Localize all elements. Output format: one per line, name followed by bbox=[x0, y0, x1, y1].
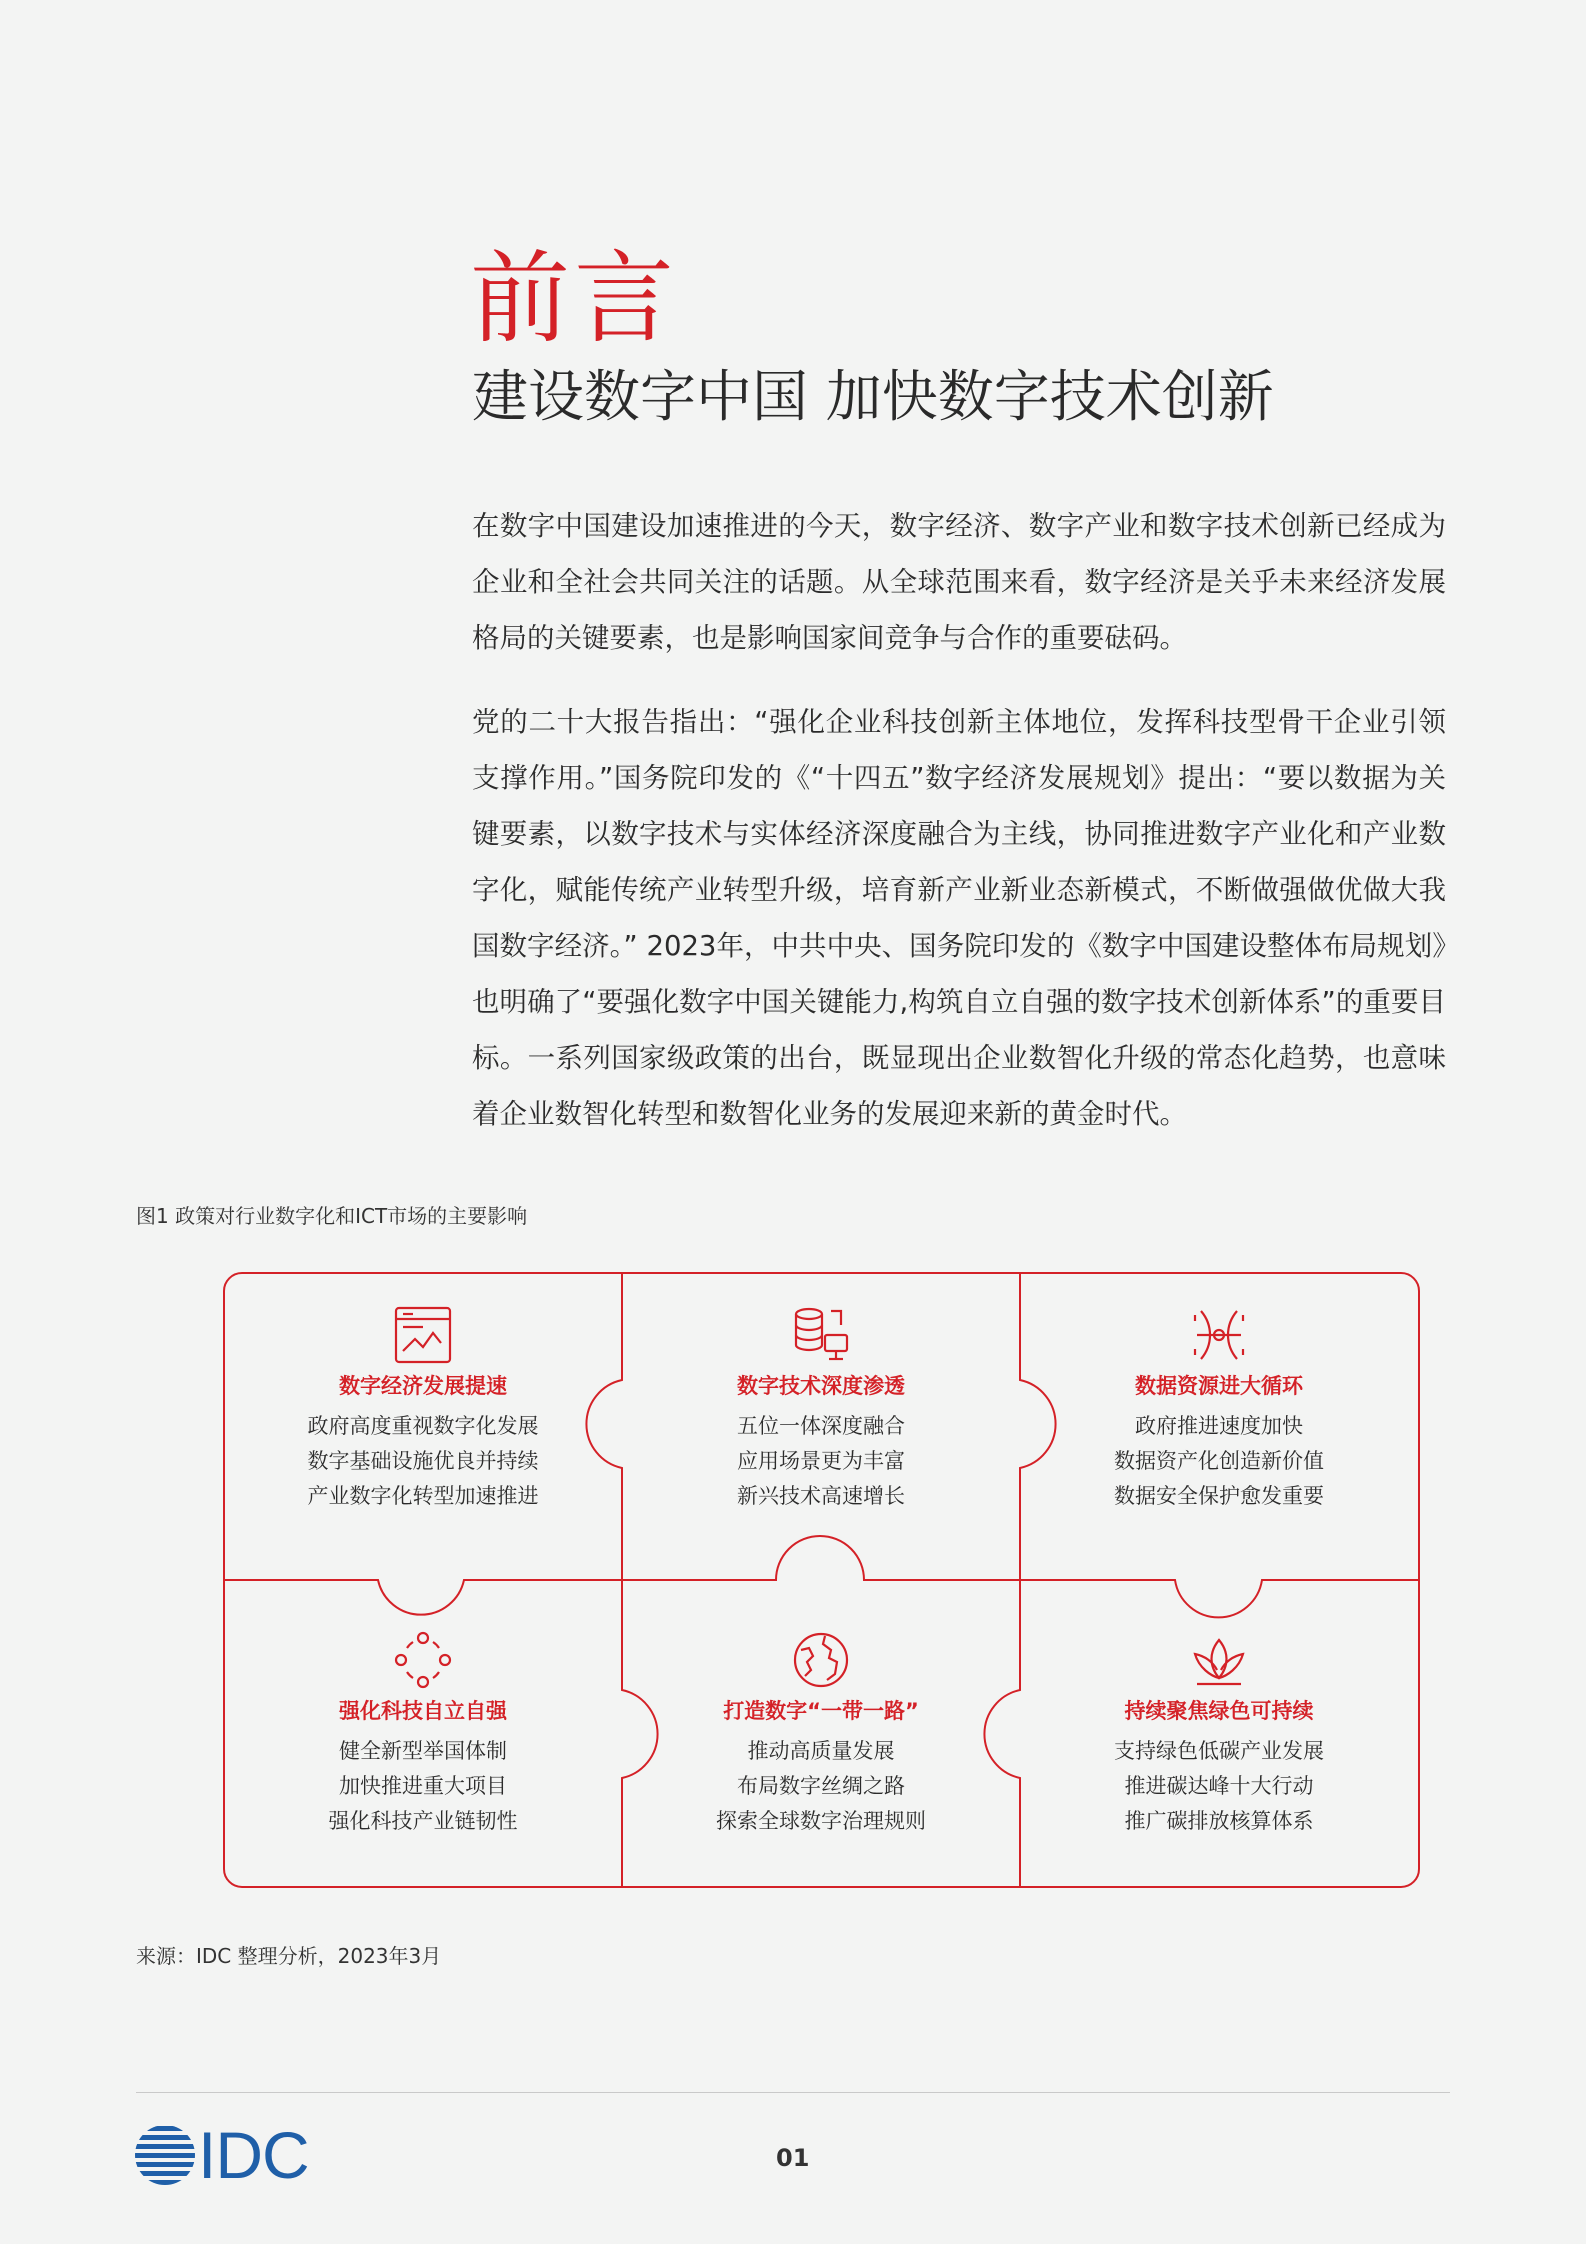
cell-line: 强化科技产业链韧性 bbox=[328, 1809, 518, 1833]
page-number: 01 bbox=[776, 2144, 810, 2172]
cell-line: 探索全球数字治理规则 bbox=[716, 1809, 926, 1833]
cell-line: 五位一体深度融合 bbox=[737, 1414, 905, 1438]
cell-line: 产业数字化转型加速推进 bbox=[307, 1484, 539, 1508]
puzzle-cell-digital-economy bbox=[224, 1305, 622, 1514]
cell-line: 加快推进重大项目 bbox=[339, 1774, 507, 1798]
cell-title: 数字经济发展提速 bbox=[339, 1374, 507, 1398]
cell-title: 数字技术深度渗透 bbox=[737, 1374, 905, 1398]
cell-line: 政府高度重视数字化发展 bbox=[307, 1414, 539, 1438]
policy-paragraph: 党的二十大报告指出：“强化企业科技创新主体地位，发挥科技型骨干企业引领支撑作用。”国务院印发的《“十四五”数字经济发展规划》提出：“要以数据为关键要素，以数字技术与实体经济深度融合为主线，协同推进数字产业化和产业数字化，赋能传统产业转型升级，培育新产业新业态新模式，不断做强做优做大我国数字经济。” 2023年，中共中央、国务院印发的《数字中国建设整体布局规划》也明确了“要强化数字中国关键能力,构筑自立自强的数字技术创新体系”的重要目标。一系列国家级政策的出台，既显现出企业数智化升级的常态化趋势，也意味着企业数智化转型和数智化业务的发展迎来新的黄金时代。 bbox=[472, 706, 1446, 1130]
cell-line: 推动高质量发展 bbox=[747, 1739, 895, 1763]
cell-line: 健全新型举国体制 bbox=[339, 1739, 507, 1763]
puzzle-cell-digital-tech bbox=[622, 1305, 1020, 1514]
puzzle-divider bbox=[224, 1536, 1419, 1617]
puzzle-cell-data-resources bbox=[1020, 1305, 1418, 1514]
cell-line: 数据安全保护愈发重要 bbox=[1114, 1484, 1324, 1508]
page-subtitle: 建设数字中国 加快数字技术创新 bbox=[472, 365, 1274, 430]
cell-title: 持续聚焦绿色可持续 bbox=[1124, 1699, 1314, 1723]
cell-line: 推广碳排放核算体系 bbox=[1124, 1809, 1314, 1833]
chart-window-icon bbox=[393, 1305, 453, 1365]
cell-title: 打造数字“一带一路” bbox=[723, 1699, 919, 1723]
cell-line: 新兴技术高速增长 bbox=[737, 1484, 905, 1508]
database-monitor-icon bbox=[791, 1305, 851, 1365]
figure-caption: 图1 政策对行业数字化和ICT市场的主要影响 bbox=[136, 1204, 528, 1228]
circle-dots-icon bbox=[393, 1630, 453, 1690]
puzzle-cell-belt-road bbox=[622, 1630, 1020, 1839]
cell-line: 支持绿色低碳产业发展 bbox=[1114, 1739, 1324, 1763]
footer-divider bbox=[136, 2092, 1450, 2093]
idc-logo bbox=[134, 2118, 309, 2192]
cell-line: 数字基础设施优良并持续 bbox=[307, 1449, 539, 1473]
lotus-icon bbox=[1189, 1630, 1249, 1690]
cell-line: 数据资产化创造新价值 bbox=[1114, 1449, 1324, 1473]
idc-globe-icon bbox=[134, 2124, 196, 2186]
cell-line: 应用场景更为丰富 bbox=[737, 1449, 905, 1473]
puzzle-cell-green bbox=[1020, 1630, 1418, 1839]
cell-line: 政府推进速度加快 bbox=[1135, 1414, 1303, 1438]
puzzle-cell-self-reliance bbox=[224, 1630, 622, 1839]
cell-title: 强化科技自立自强 bbox=[339, 1699, 507, 1723]
logo-text: IDC bbox=[198, 2118, 309, 2192]
intro-paragraph: 在数字中国建设加速推进的今天，数字经济、数字产业和数字技术创新已经成为企业和全社会共同关注的话题。从全球范围来看，数字经济是关乎未来经济发展格局的关键要素，也是影响国家间竞争与合作的重要砝码。 bbox=[472, 510, 1446, 654]
cell-line: 布局数字丝绸之路 bbox=[737, 1774, 905, 1798]
figure-source: 来源：IDC 整理分析，2023年3月 bbox=[136, 1944, 442, 1968]
cell-line: 推进碳达峰十大行动 bbox=[1124, 1774, 1314, 1798]
cell-title: 数据资源进大循环 bbox=[1135, 1374, 1303, 1398]
page-title: 前言 bbox=[470, 240, 678, 357]
globe-icon bbox=[791, 1630, 851, 1690]
data-flow-icon bbox=[1189, 1305, 1249, 1365]
